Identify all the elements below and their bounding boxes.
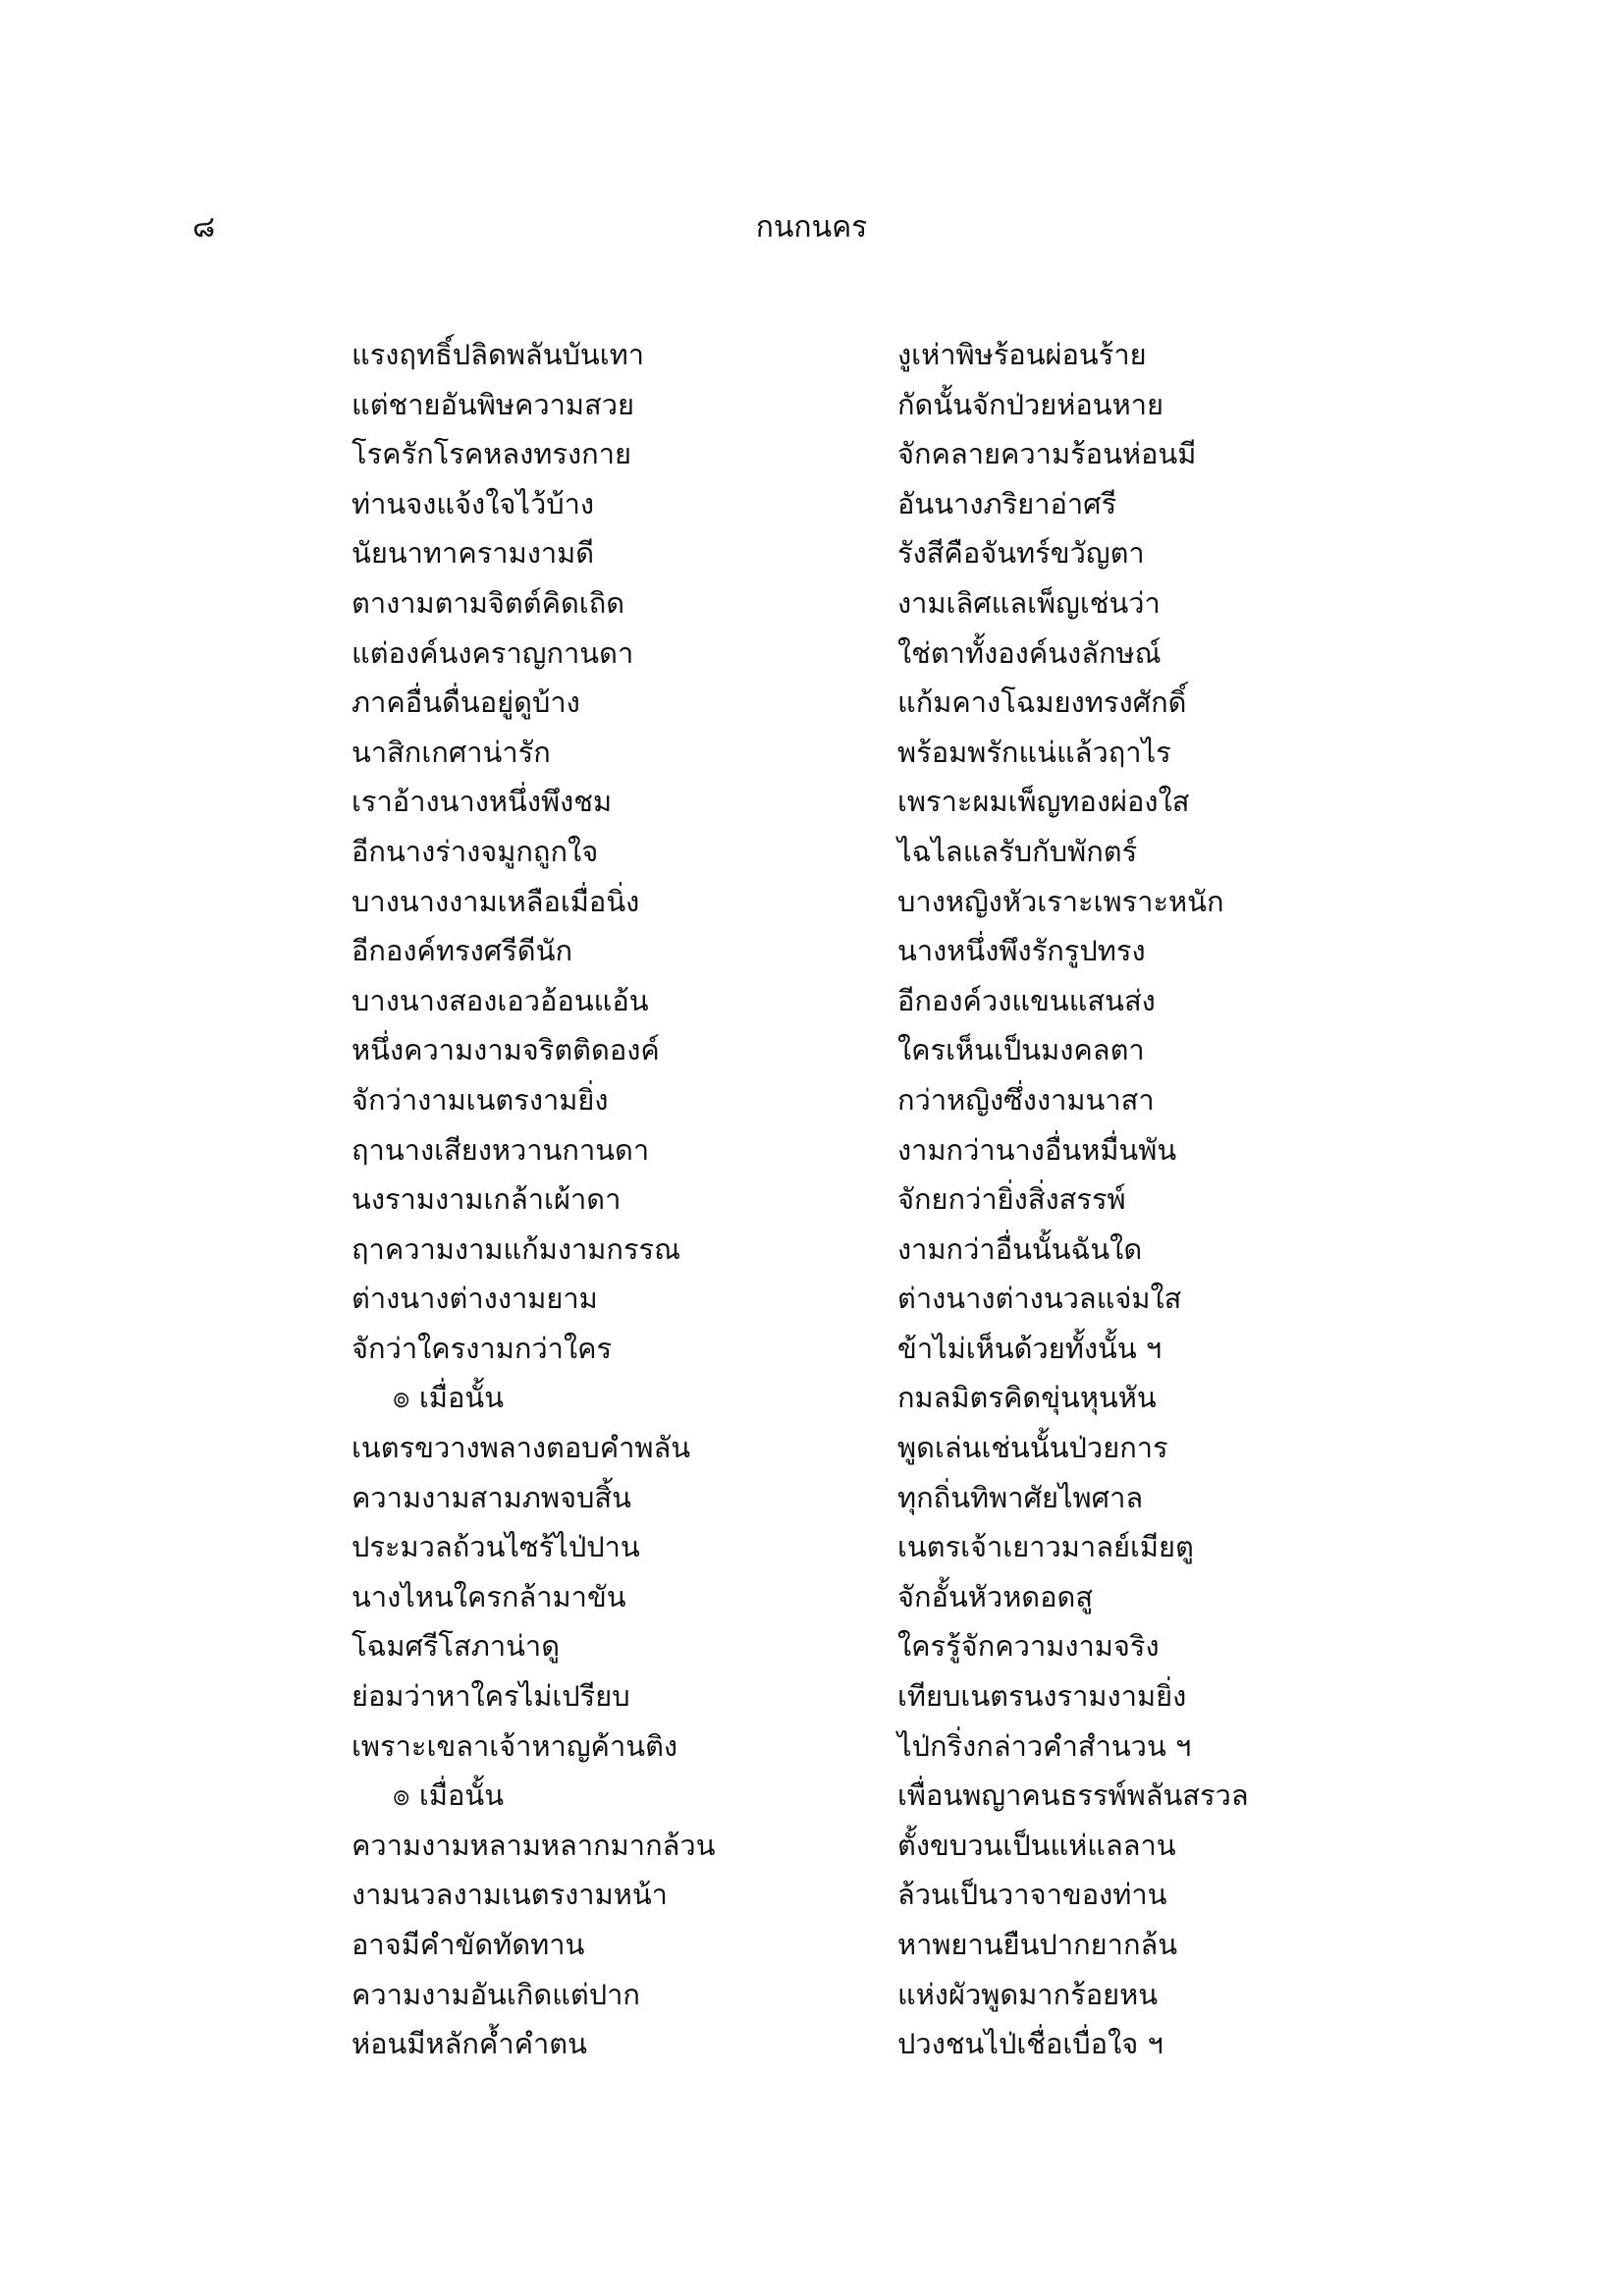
verse-couplet — [0, 1373, 1623, 1423]
page-number: ๘ — [192, 210, 216, 245]
verse-couplet — [0, 2019, 1623, 2069]
verse-couplet — [0, 976, 1623, 1026]
verse-line-second: ใครเห็นเป็นมงคลตา — [897, 1033, 1145, 1067]
verse-line-first: ความงามสามภพจบสิ้น — [352, 1480, 631, 1514]
verse-couplet — [0, 380, 1623, 430]
verse-line-first: โฉมศรีโสภาน่าดู — [352, 1629, 561, 1664]
verse-line-first: เพราะเขลาเจ้าหาญค้านติง — [352, 1728, 678, 1763]
verse-couplet — [0, 528, 1623, 578]
verse-couplet — [0, 1274, 1623, 1324]
verse-line-second: เทียบเนตรนงรามงามยิ่ง — [897, 1679, 1187, 1714]
verse-line-second: แก้มคางโฉมยงทรงศักดิ์ — [897, 685, 1187, 720]
poem-body — [0, 330, 1623, 2069]
verse-line-second: งามกว่านางอื่นหมื่นพัน — [897, 1132, 1177, 1167]
verse-line-second: เพราะผมเพ็ญทองผ่องใส — [897, 785, 1190, 819]
verse-couplet — [0, 1870, 1623, 1920]
verse-line-first: บางนางงามเหลือเมื่อนิ่ง — [352, 884, 640, 918]
verse-line-second: ล้วนเป็นวาจาของท่าน — [897, 1878, 1167, 1912]
verse-line-second: กว่าหญิงซึ่งงามนาสา — [897, 1082, 1155, 1117]
verse-line-second: ปวงชนไป่เชื่อเบื่อใจ ฯ — [897, 2027, 1163, 2061]
verse-line-first: นงรามงามเกล้าเผ้าดา — [352, 1182, 622, 1217]
verse-line-first: หนึ่งความงามจริตติดองค์ — [352, 1033, 660, 1067]
verse-line-first: นาสิกเกศาน่ารัก — [352, 735, 551, 769]
verse-line-second: จักคลายความร้อนห่อนมี — [897, 437, 1197, 471]
verse-line-second: อันนางภริยาอ่าศรี — [897, 486, 1117, 520]
verse-line-second: รังสีคือจันทร์ขวัญตา — [897, 536, 1145, 571]
verse-couplet — [0, 479, 1623, 529]
verse-line-first: โรครักโรคหลงทรงกาย — [352, 437, 631, 471]
verse-couplet — [0, 1075, 1623, 1125]
verse-couplet — [0, 1771, 1623, 1821]
verse-line-second: จักอั้นหัวหดอดสู — [897, 1579, 1094, 1613]
verse-line-first: ความงามอันเกิดแต่ปาก — [352, 1977, 640, 2011]
verse-couplet — [0, 1722, 1623, 1772]
verse-couplet — [0, 1125, 1623, 1175]
verse-line-second: ไป่กริ่งกล่าวคำสำนวน ฯ — [897, 1728, 1192, 1763]
verse-line-second: อีกองค์วงแขนแสนส่ง — [897, 983, 1156, 1017]
verse-line-second: งามกว่าอื่นนั้นฉันใด — [897, 1231, 1143, 1266]
verse-line-first: ฤาความงามแก้มงามกรรณ — [352, 1231, 681, 1266]
verse-line-second: เพื่อนพญาคนธรรพ์พลันสรวล — [897, 1778, 1249, 1813]
verse-couplet — [0, 429, 1623, 479]
verse-couplet — [0, 1175, 1623, 1225]
verse-line-second: พูดเล่นเช่นนั้นป่วยการ — [897, 1431, 1168, 1465]
verse-couplet — [0, 1473, 1623, 1523]
verse-line-second: พร้อมพรักแน่แล้วฤาไร — [897, 735, 1171, 769]
verse-couplet — [0, 678, 1623, 728]
verse-line-first: อีกองค์ทรงศรีดีนัก — [352, 934, 573, 968]
verse-line-second: แห่งผัวพูดมากร้อยหน — [897, 1977, 1159, 2011]
verse-line-first: งามนวลงามเนตรงามหน้า — [352, 1878, 668, 1912]
verse-couplet — [0, 629, 1623, 679]
verse-line-second: ใครรู้จักความงามจริง — [897, 1629, 1160, 1664]
verse-couplet — [0, 777, 1623, 827]
verse-line-first: แต่องค์นงคราญกานดา — [352, 635, 634, 670]
verse-line-second: งามเลิศแลเพ็ญเช่นว่า — [897, 585, 1161, 620]
verse-line-second: งูเห่าพิษร้อนผ่อนร้าย — [897, 338, 1147, 371]
verse-line-second: ทุกถิ่นทิพาศัยไพศาล — [897, 1480, 1144, 1514]
running-title: กนกนคร — [755, 210, 868, 245]
verse-heading-line: ๏ เมื่อนั้น — [393, 1381, 505, 1415]
verse-line-first: อีกนางร่างจมูกถูกใจ — [352, 834, 599, 868]
verse-couplet — [0, 926, 1623, 976]
verse-line-second: นางหนึ่งพึงรักรูปทรง — [897, 934, 1146, 968]
verse-line-first: นางไหนใครกล้ามาขัน — [352, 1579, 626, 1613]
verse-couplet — [0, 1671, 1623, 1722]
verse-couplet — [0, 1572, 1623, 1622]
verse-line-first: ห่อนมีหลักค้ำคำตน — [352, 2027, 587, 2061]
verse-couplet — [0, 1821, 1623, 1871]
verse-line-first: ตางามตามจิตต์คิดเถิด — [352, 585, 625, 620]
verse-couplet — [0, 1970, 1623, 2020]
verse-line-first: ย่อมว่าหาใครไม่เปรียบ — [352, 1679, 630, 1714]
verse-line-first: จักว่างามเนตรงามยิ่ง — [352, 1082, 609, 1117]
verse-line-first: ฤานางเสียงหวานกานดา — [352, 1132, 650, 1167]
verse-couplet — [0, 728, 1623, 778]
verse-line-second: ตั้งขบวนเป็นแห่แลลาน — [897, 1828, 1176, 1862]
verse-couplet — [0, 877, 1623, 927]
verse-line-first: ภาคอื่นดื่นอยู่ดูบ้าง — [352, 685, 580, 720]
verse-line-second: จักยกว่ายิ่งสิ่งสรรพ์ — [897, 1182, 1126, 1217]
verse-couplet — [0, 1920, 1623, 1970]
verse-line-second: ข้าไม่เห็นด้วยทั้งนั้น ฯ — [897, 1331, 1163, 1365]
verse-line-first: บางนางสองเอวอ้อนแอ้น — [352, 983, 649, 1017]
verse-couplet — [0, 1225, 1623, 1275]
verse-line-second: หาพยานยืนปากยากล้น — [897, 1928, 1178, 1961]
verse-couplet — [0, 330, 1623, 380]
verse-couplet — [0, 578, 1623, 629]
verse-line-second: กัดนั้นจักป่วยห่อนหาย — [897, 387, 1164, 421]
verse-couplet — [0, 1025, 1623, 1075]
verse-couplet — [0, 1324, 1623, 1374]
verse-line-second: บางหญิงหัวเราะเพราะหนัก — [897, 884, 1224, 918]
verse-line-second: ต่างนางต่างนวลแจ่มใส — [897, 1282, 1182, 1316]
verse-line-first: เราอ้างนางหนึ่งพึงชม — [352, 785, 613, 819]
verse-line-first: อาจมีคำขัดทัดทาน — [352, 1928, 585, 1961]
verse-line-first: ท่านจงแจ้งใจไว้บ้าง — [352, 486, 595, 520]
verse-line-second: เนตรเจ้าเยาวมาลย์เมียตู — [897, 1530, 1194, 1564]
verse-line-first: แต่ชายอันพิษความสวย — [352, 387, 635, 421]
verse-line-first: จักว่าใครงามกว่าใคร — [352, 1331, 613, 1365]
verse-line-first: เนตรขวางพลางตอบคำพลัน — [352, 1431, 691, 1465]
verse-line-first: ประมวลถ้วนไซร้ไป่ปาน — [352, 1530, 640, 1564]
verse-couplet — [0, 1522, 1623, 1572]
verse-line-first: แรงฤทธิ์ปลิดพลันบันเทา — [352, 338, 645, 371]
verse-line-second: ไฉไลแลรับกับพักตร์ — [897, 834, 1138, 868]
verse-couplet — [0, 827, 1623, 877]
verse-line-second: ใช่ตาทั้งองค์นงลักษณ์ — [897, 635, 1162, 670]
verse-couplet — [0, 1621, 1623, 1671]
verse-line-first: ความงามหลามหลากมากล้วน — [352, 1828, 716, 1862]
verse-line-second: กมลมิตรคิดขุ่นหุนหัน — [897, 1381, 1157, 1415]
verse-couplet — [0, 1423, 1623, 1473]
verse-line-first: ต่างนางต่างงามยาม — [352, 1282, 598, 1316]
verse-line-first: นัยนาทาครามงามดี — [352, 536, 595, 571]
verse-heading-line: ๏ เมื่อนั้น — [393, 1778, 505, 1813]
